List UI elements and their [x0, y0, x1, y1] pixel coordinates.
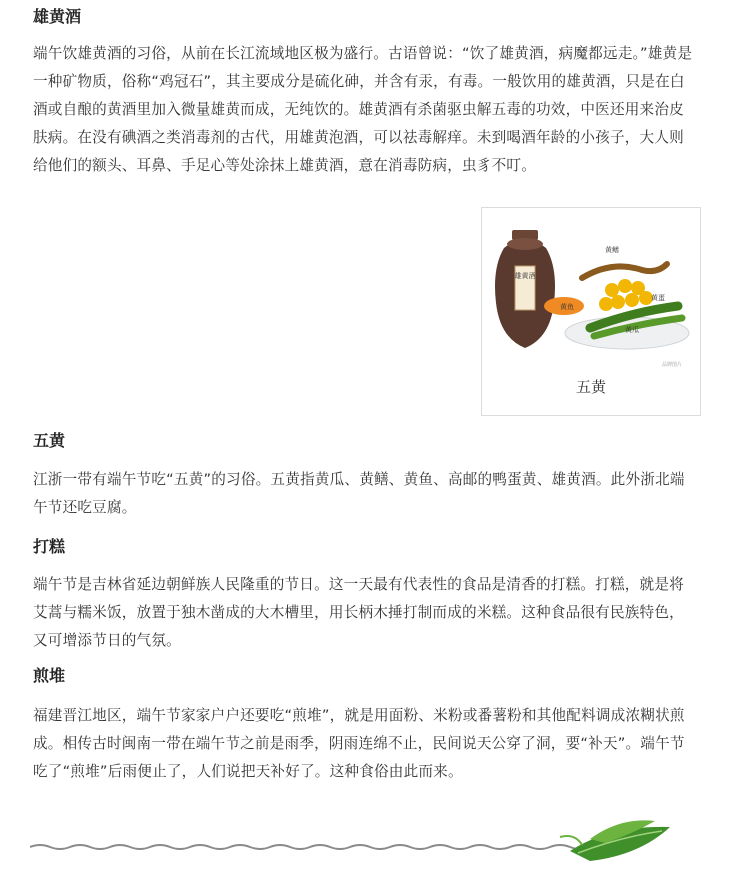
section-title-jiandui: 煎堆	[33, 666, 66, 685]
section-body-xionghuangjiu: 端午饮雄黄酒的习俗，从前在长江流域地区极为盛行。古语曾说：“饮了雄黄酒，病魔都远走。”雄黄是一种矿物质，俗称“鸡冠石”，其主要成分是硫化砷，并含有汞，有毒。一般饮用的雄黄酒，只是在白酒或自酿的黄酒里加入微量雄黄而成，无纯饮的。雄黄酒有杀菌驱虫解五毒的功效，中医还用来治皮肤病。在没有碘酒之类消毒剂的古代，用雄黄泡酒，可以祛毒解痒。未到喝酒年龄的小孩子，大人则给他们的额头、耳鼻、手足心等处涂抹上雄黄酒，意在消毒防病，虫豸不叮。	[33, 45, 693, 174]
section-title-dagao: 打糕	[33, 537, 66, 556]
yolk-cluster	[599, 279, 653, 311]
jar-label: 雄黄酒	[514, 272, 536, 280]
section-title-xionghuangjiu: 雄黄酒	[33, 7, 82, 26]
wine-jar-icon	[495, 230, 555, 348]
section-body-dagao: 端午节是吉林省延边朝鲜族人民隆重的节日。这一天最有代表性的食品是清香的打糕。打糕，就是将艾蒿与糯米饭，放置于独木凿成的大木槽里，用长柄木捶打制而成的米糕。这种食品很有民族特色，又可增添节日的气氛。	[33, 576, 684, 649]
cucumber-label: 黄瓜	[625, 326, 639, 334]
watermark-label: 品牌图片	[661, 362, 682, 368]
yolk-label: 黄蛋	[651, 294, 665, 302]
figure-caption: 五黄	[575, 378, 606, 396]
wuhuang-illustration	[482, 208, 700, 378]
wavy-line	[30, 845, 590, 849]
decorative-divider	[30, 815, 710, 870]
wuhuang-figure	[481, 207, 701, 416]
section-title-wuhuang: 五黄	[33, 431, 66, 450]
section-body-jiandui: 福建晋江地区，端午节家家户户还要吃“煎堆”，就是用面粉、米粉或番薯粉和其他配料调成浓糊状煎成。相传古时闽南一带在端午节之前是雨季，阴雨连绵不止，民间说天公穿了洞，要“补天”。端午节吃了“煎堆”后雨便止了，人们说把天补好了。这种食俗由此而来。	[33, 707, 685, 780]
fish-label: 黄鱼	[560, 303, 574, 311]
zongzi-leaf-icon	[560, 820, 670, 861]
eel-label: 黄鳝	[605, 246, 619, 254]
eel-shape	[582, 264, 667, 278]
section-body-wuhuang: 江浙一带有端午节吃“五黄”的习俗。五黄指黄瓜、黄鳝、黄鱼、高邮的鸭蛋黄、雄黄酒。此外浙北端午节还吃豆腐。	[33, 471, 685, 516]
